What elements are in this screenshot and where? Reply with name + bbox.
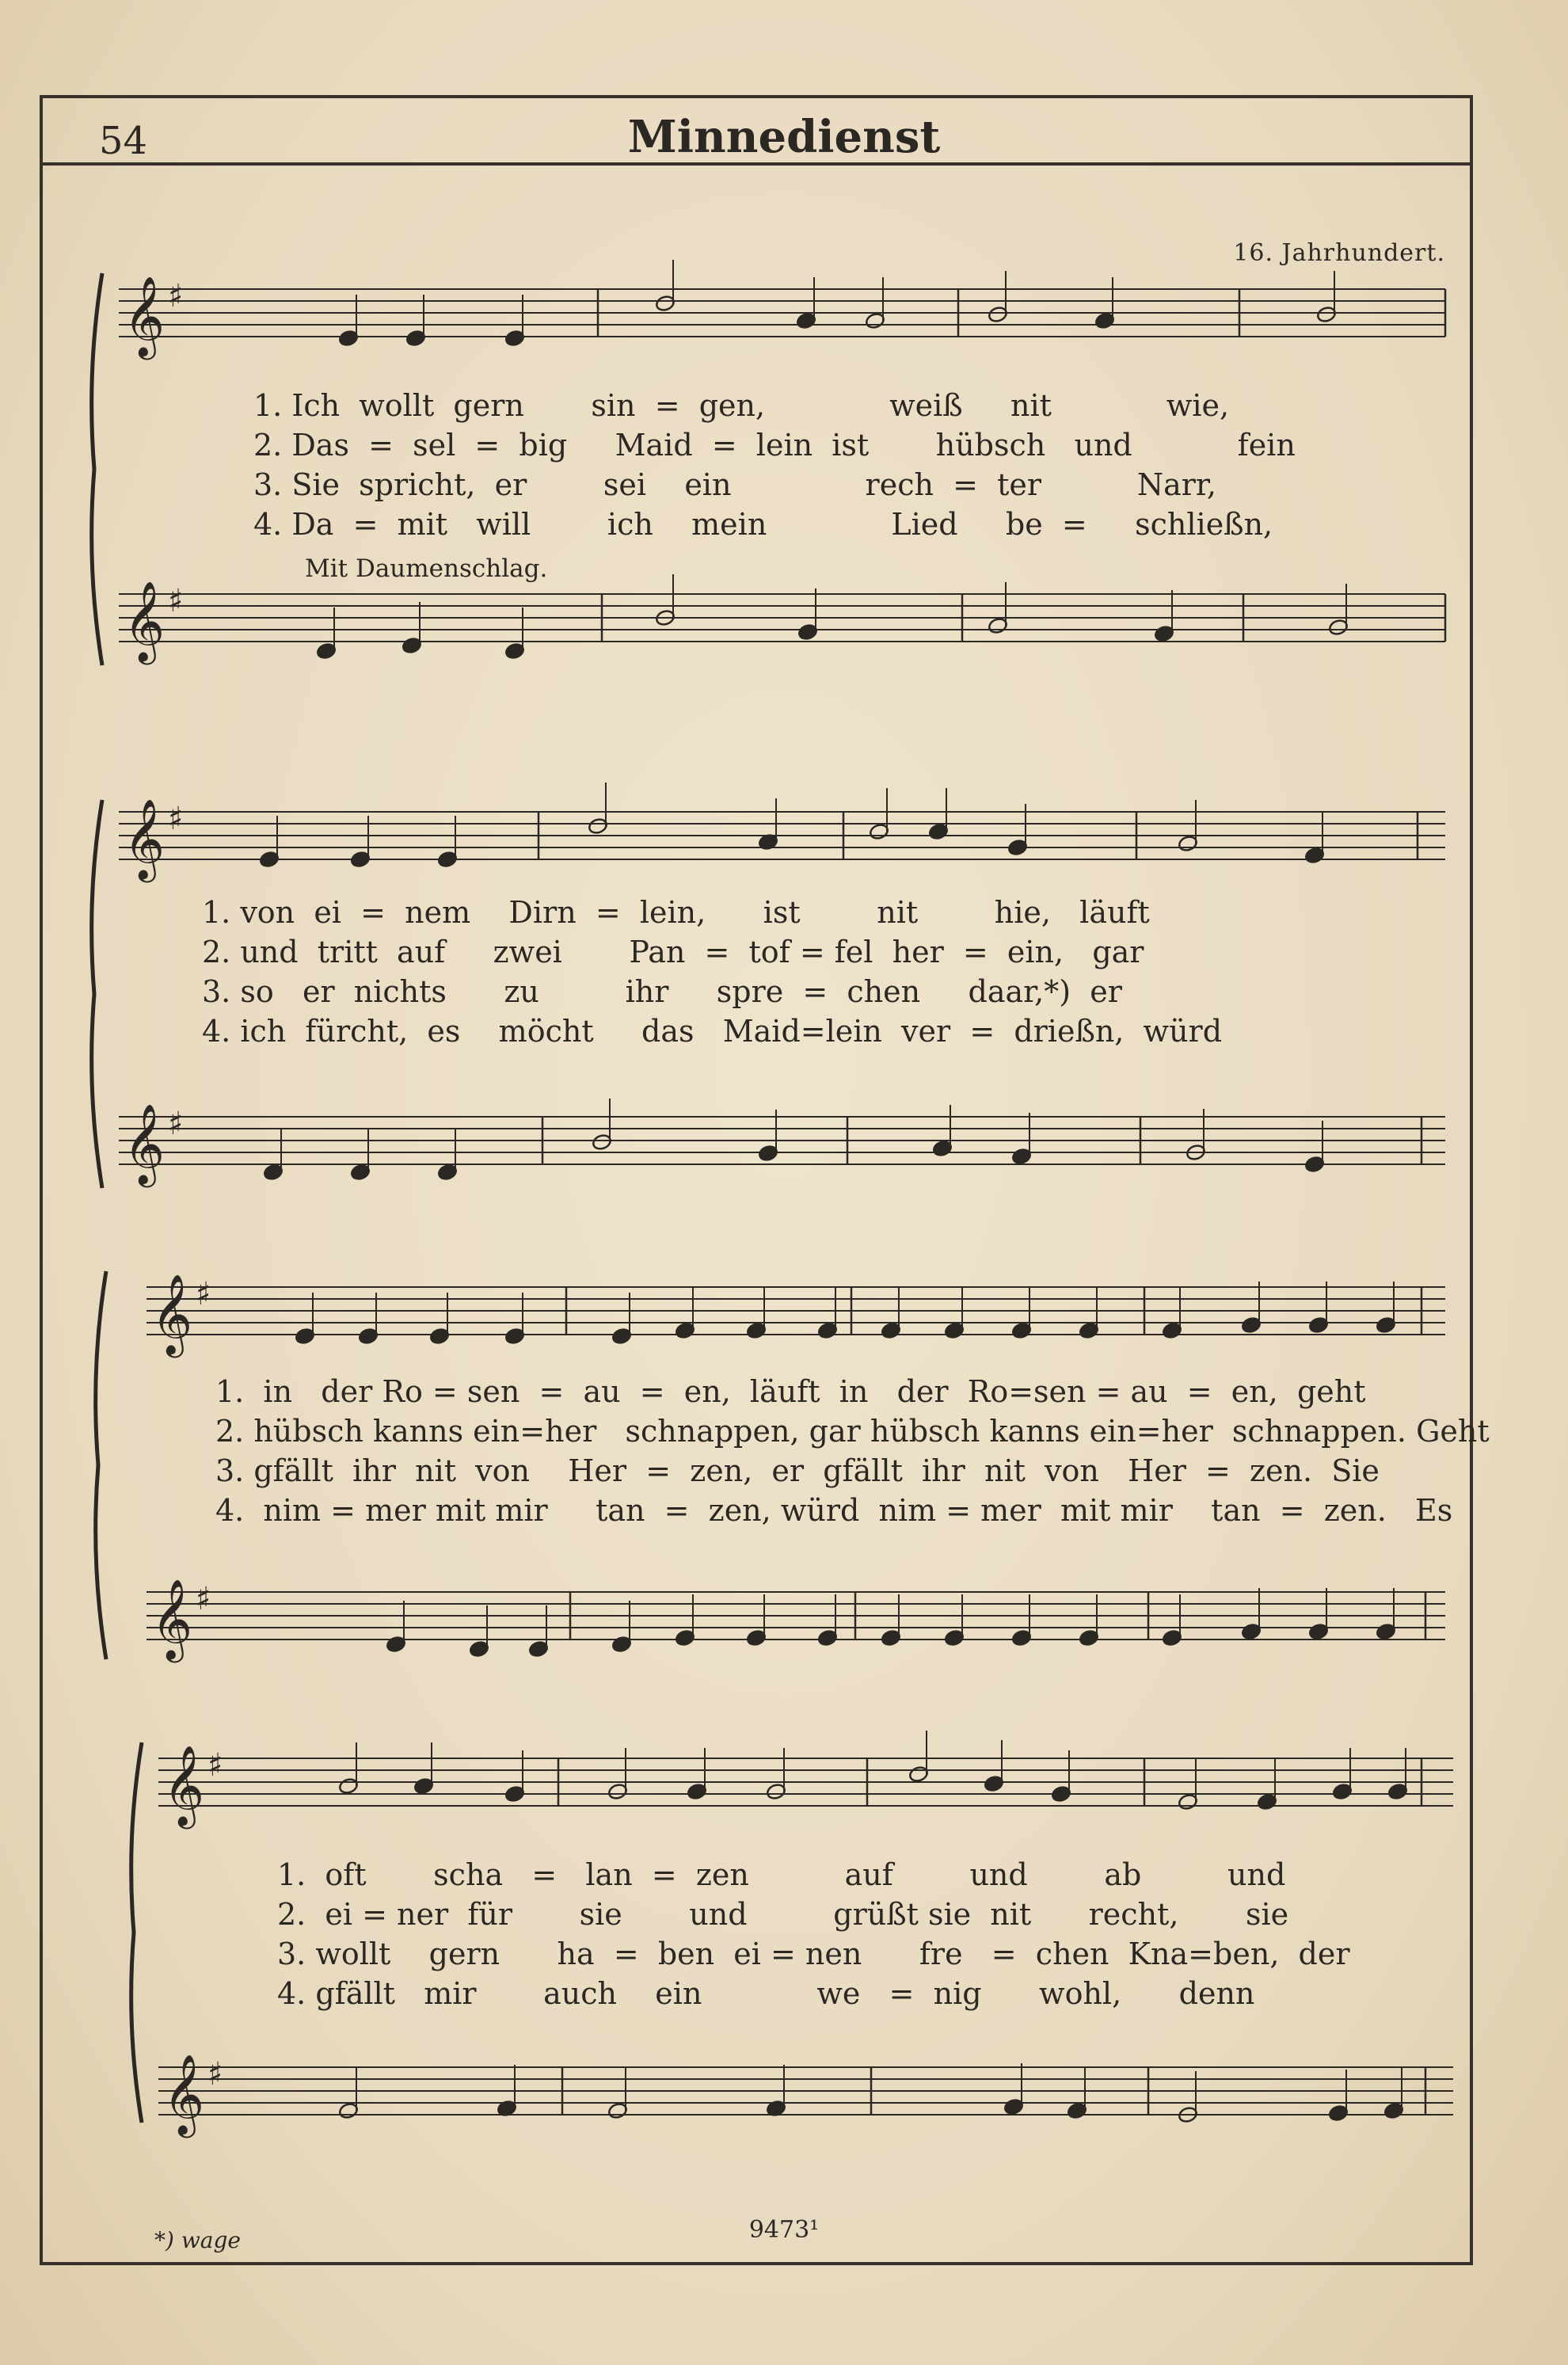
treble-clef: 𝄞 [151,1578,193,1659]
lyric-line: 4. gfällt mir auch ein we = nig wohl, denn [277,1976,1255,2011]
lyric-line: 1. Ich wollt gern sin = gen, weiß nit wie, [253,388,1230,423]
lyric-line: 2. und tritt auf zwei Pan = tof = fel her = ein, gar [202,935,1144,969]
attribution: 16. Jahrhundert. [1233,239,1445,267]
treble-clef: 𝄞 [124,798,166,879]
key-signature-sharp: ♯ [168,801,184,837]
treble-clef: 𝄞 [124,275,166,356]
key-signature-sharp: ♯ [207,1747,223,1784]
lyric-line: 1. oft scha = lan = zen auf und ab und [277,1857,1286,1892]
system-brace [92,800,102,1188]
lyric-line: 4. nim = mer mit mir tan = zen, würd nim = mer mit mir tan = zen. Es [215,1493,1453,1528]
lyric-line: 3. so er nichts zu ihr spre = chen daar,*) er [202,974,1122,1009]
lyric-line: 2. ei = ner für sie und grüßt sie nit recht, sie [277,1897,1289,1932]
treble-clef: 𝄞 [163,2053,205,2135]
footnote: *) wage [154,2227,241,2253]
key-signature-sharp: ♯ [196,1276,211,1312]
lyric-line: 1. von ei = nem Dirn = lein, ist nit hie, läuft [202,895,1150,930]
system-brace [96,1271,106,1659]
page-title: Minnedienst [627,111,941,163]
performance-instruction: Mit Daumenschlag. [305,554,548,583]
lyric-line: 3. wollt gern ha = ben ei = nen fre = chen Kna=ben, der [277,1937,1350,1971]
treble-clef: 𝄞 [124,580,166,661]
key-signature-sharp: ♯ [207,2056,223,2093]
key-signature-sharp: ♯ [196,1581,211,1617]
treble-clef: 𝄞 [151,1273,193,1354]
lyric-line: 2. hübsch kanns ein=her schnappen, gar hübsch kanns ein=her schnappen. Geht [215,1414,1490,1449]
system-brace [92,273,102,665]
lyric-line: 4. Da = mit will ich mein Lied be = schließn, [253,507,1273,542]
lyric-line: 3. Sie spricht, er sei ein rech = ter Narr, [253,467,1216,502]
key-signature-sharp: ♯ [168,1106,184,1142]
plate-number: 9473¹ [748,2216,820,2244]
key-signature-sharp: ♯ [168,583,184,619]
page-number: 54 [99,119,148,163]
lyric-line: 1. in der Ro = sen = au = en, läuft in der Ro=sen = au = en, geht [215,1374,1366,1409]
treble-clef: 𝄞 [124,1103,166,1184]
lyric-line: 3. gfällt ihr nit von Her = zen, er gfällt ihr nit von Her = zen. Sie [215,1453,1380,1488]
lyric-line: 2. Das = sel = big Maid = lein ist hübsch und fein [253,428,1296,463]
system-brace [131,1742,142,2123]
key-signature-sharp: ♯ [168,278,184,314]
treble-clef: 𝄞 [163,1744,205,1826]
lyric-line: 4. ich fürcht, es möcht das Maid=lein ver = drießn, würd [202,1014,1223,1049]
